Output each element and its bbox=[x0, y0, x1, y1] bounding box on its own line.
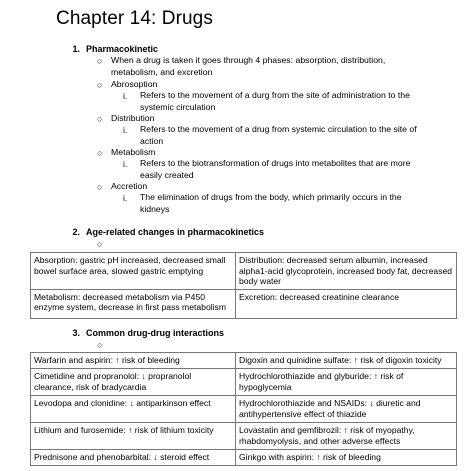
roman-numeral: i. bbox=[123, 193, 128, 203]
table-cell: Absorption: gastric pH increased, decreased small bowel surface area, slowed gastric emptying bbox=[31, 253, 236, 290]
bullet-icon: ○ bbox=[97, 56, 103, 66]
intro-line: When a drug is taken it goes through 4 phases: absorption, distribution, bbox=[111, 55, 386, 65]
table-cell: Distribution: decreased serum albumin, increased alpha1-acid glycoprotein, increased body fat, decreased body water bbox=[236, 253, 457, 290]
section-3-heading bbox=[64, 328, 224, 338]
phase-description: Refers to the biotransformation of drugs into metabolites that are more bbox=[140, 158, 411, 168]
phase-description: kidneys bbox=[140, 204, 170, 214]
section-number: 2. bbox=[72, 227, 80, 237]
table-row bbox=[31, 289, 457, 318]
bullet-icon: ○ bbox=[97, 80, 103, 90]
table-row bbox=[31, 353, 457, 369]
bullet-icon: ○ bbox=[97, 239, 103, 249]
phase-description: Refers to the movement of a drug from systemic circulation to the site of bbox=[140, 124, 417, 134]
table-row bbox=[31, 450, 457, 466]
phase-name: Accretion bbox=[111, 181, 148, 191]
intro-line: metabolism, and excretion bbox=[111, 67, 213, 77]
table-row bbox=[31, 253, 457, 290]
table-cell: Excretion: decreased creatinine clearance bbox=[236, 289, 457, 318]
drug-interactions-table bbox=[30, 352, 457, 466]
table-row bbox=[31, 423, 457, 450]
bullet-icon: ○ bbox=[97, 182, 103, 192]
bullet-icon: ○ bbox=[97, 148, 103, 158]
table-row bbox=[31, 369, 457, 396]
section-number: 1. bbox=[72, 44, 80, 54]
phase-description: The elimination of drugs from the body, which primarily occurs in the bbox=[140, 192, 402, 202]
table-cell: Cimetidine and propranolol: ↓ propranolol clearance, risk of bradycardia bbox=[31, 369, 236, 396]
phase-description: easily created bbox=[140, 170, 194, 180]
table-cell: Ginkgo with aspirin: ↑ risk of bleeding bbox=[236, 450, 457, 466]
roman-numeral: i. bbox=[123, 91, 128, 101]
bullet-icon: ○ bbox=[97, 114, 103, 124]
section-title: Pharmacokinetic bbox=[86, 44, 159, 54]
section-title: Age-related changes in pharmacokinetics bbox=[86, 227, 265, 237]
section-title: Common drug-drug interactions bbox=[86, 328, 224, 338]
bullet-icon: ○ bbox=[97, 340, 103, 350]
table-cell: Prednisone and phenobarbital: ↓ steroid effect bbox=[31, 450, 236, 466]
table-cell: Digoxin and quinidine sulfate: ↑ risk of digoxin toxicity bbox=[236, 353, 457, 369]
pharmacokinetics-table bbox=[30, 252, 457, 319]
table-cell: Lithium and furosemide: ↑ risk of lithium toxicity bbox=[31, 423, 236, 450]
table-row bbox=[31, 396, 457, 423]
section-1-heading bbox=[64, 44, 158, 54]
table-cell: Levodopa and clonidine: ↓ antiparkinson effect bbox=[31, 396, 236, 423]
page-title: Chapter 14: Drugs bbox=[56, 8, 213, 29]
phase-description: action bbox=[140, 136, 164, 146]
table-cell: Hydrochlorothiazide and NSAIDs: ↓ diuretic and antihypertensive effect of thiazide bbox=[236, 396, 457, 423]
table-cell: Metabolism: decreased metabolism via P450 enzyme system, decrease in first pass metabolism bbox=[31, 289, 236, 318]
table-cell: Warfarin and aspirin: ↑ risk of bleeding bbox=[31, 353, 236, 369]
phase-description: Refers to the movement of a durg from the site of administration to the bbox=[140, 90, 410, 100]
section-2-heading bbox=[64, 227, 264, 237]
phase-description: systemic circulation bbox=[140, 102, 216, 112]
table-cell: Lovastatin and gemfibrozil: ↑ risk of myopathy, rhabdomyolysis, and other adverse effects bbox=[236, 423, 457, 450]
table-cell: Hydrochlorothiazide and glyburide: ↑ risk of hypoglycemia bbox=[236, 369, 457, 396]
phase-name: Distribution bbox=[111, 113, 155, 123]
section-number: 3. bbox=[72, 328, 80, 338]
phase-name: Abrosoption bbox=[111, 79, 158, 89]
phase-name: Metabolism bbox=[111, 147, 156, 157]
roman-numeral: i. bbox=[123, 125, 128, 135]
roman-numeral: i. bbox=[123, 159, 128, 169]
